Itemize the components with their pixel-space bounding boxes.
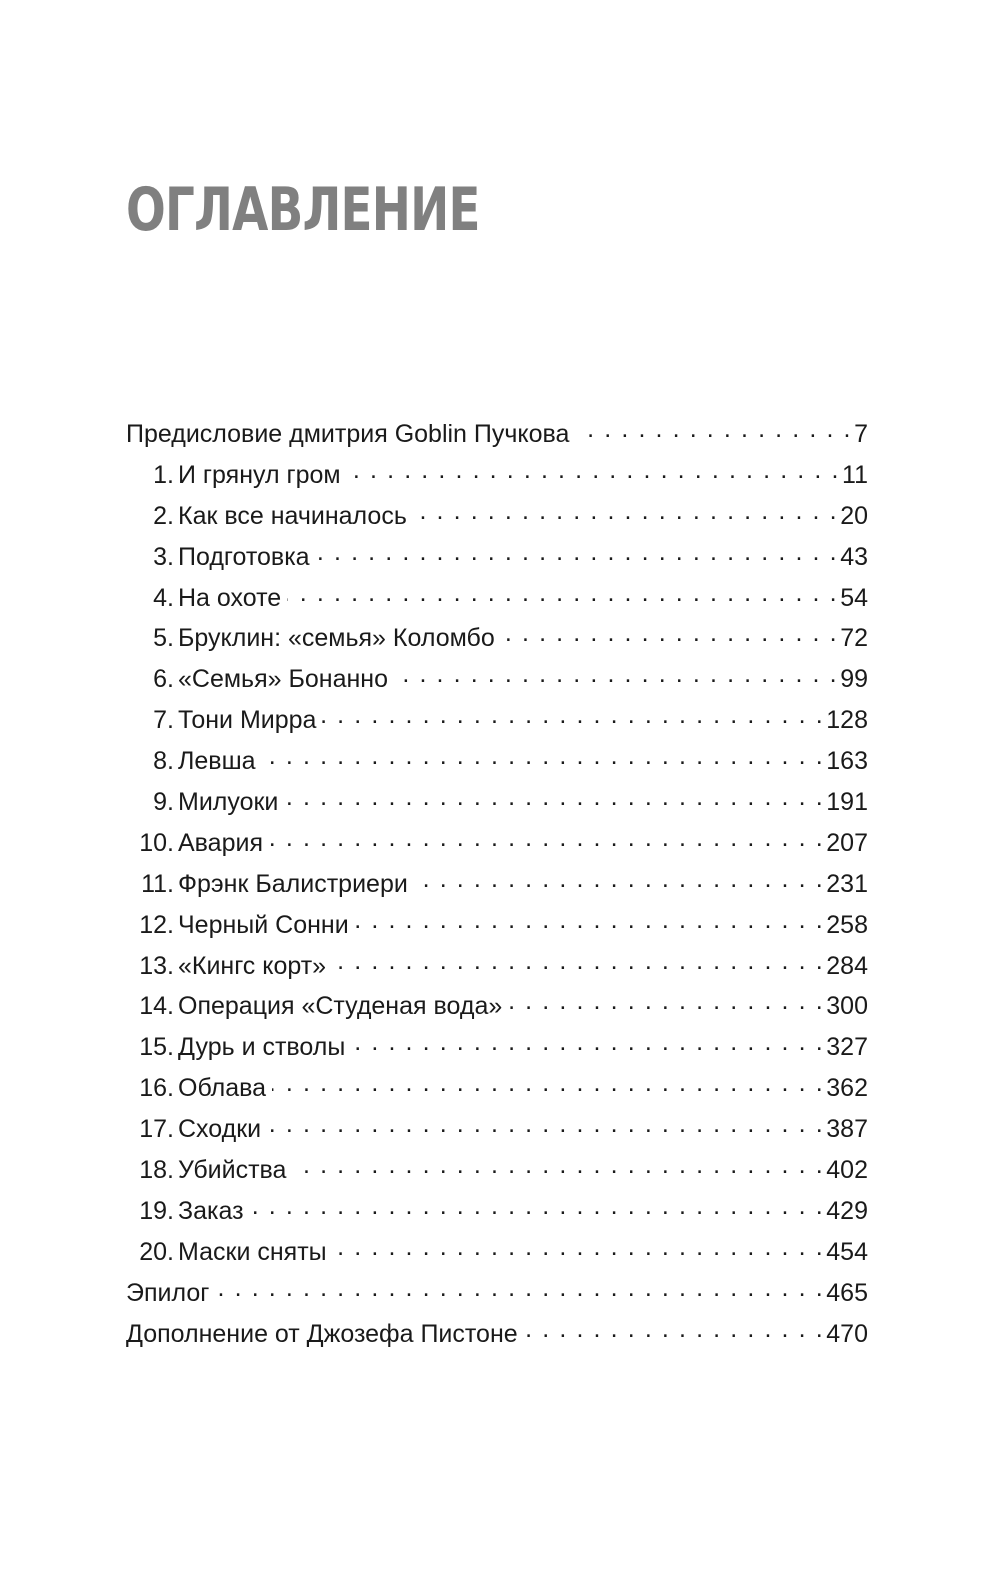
toc-leader-dots [287,586,838,606]
toc-entry-number: 15. [139,1033,174,1062]
toc-entry-number: 2. [153,501,174,530]
toc-entry-chapter-15 [126,1033,868,1074]
toc-entry-appendix [126,1320,868,1361]
toc-entry-title: Заказ [178,1196,244,1225]
toc-entry-title: Милуоки [178,788,279,817]
toc-entry-page: 258 [826,910,868,939]
toc-entry-number: 4. [153,583,174,612]
toc-leader-dots [524,1322,825,1342]
toc-leader-dots [262,749,825,769]
toc-entry-number: 7. [153,706,174,735]
toc-leader-dots [250,1199,825,1219]
toc-entry-page: 191 [826,788,868,817]
toc-entry-chapter-17 [126,1115,868,1156]
toc-leader-dots [351,1035,824,1055]
toc-entry-chapter-6 [126,665,868,706]
toc-entry-page: 327 [826,1033,868,1062]
toc-entry-page: 387 [826,1115,868,1144]
toc-entry-chapter-14 [126,992,868,1033]
toc-entry-chapter-18 [126,1156,868,1197]
toc-entry-title: «Кингс корт» [178,951,327,980]
toc-entry-chapter-8 [126,747,868,788]
toc-leader-dots [501,626,838,646]
toc-entry-chapter-10 [126,829,868,870]
toc-entry-number: 12. [139,910,174,939]
toc-leader-dots [292,1158,824,1178]
toc-entry-chapter-11 [126,870,868,911]
toc-entry-page: 300 [826,992,868,1021]
toc-entry-title: Дурь и стволы [178,1033,346,1062]
toc-entry-title: Облава [178,1074,267,1103]
table-of-contents [126,420,868,1360]
toc-entry-page: 454 [826,1237,868,1266]
toc-entry-chapter-5 [126,624,868,665]
toc-entry-title: Операция «Студеная вода» [178,992,503,1021]
toc-entry-number: 20. [139,1237,174,1266]
toc-entry-number: 18. [139,1156,174,1185]
toc-entry-chapter-13 [126,952,868,993]
toc-leader-dots [316,545,839,565]
toc-entry-title: Левша [178,747,256,776]
toc-entry-number: 19. [139,1196,174,1225]
toc-leader-dots [215,1281,824,1301]
toc-entry-title: Черный Сонни [178,910,349,939]
toc-leader-dots [355,913,825,933]
toc-entry-number: 8. [153,747,174,776]
toc-entry-number: 17. [139,1115,174,1144]
toc-entry-title: Маски сняты [178,1237,327,1266]
toc-entry-title: Бруклин: «семья» Коломбо [178,624,495,653]
toc-entry-chapter-2 [126,502,868,543]
toc-entry-page: 465 [826,1278,868,1307]
toc-leader-dots [394,667,838,687]
toc-leader-dots [575,422,852,442]
toc-entry-chapter-3 [126,543,868,584]
toc-entry-page: 402 [826,1156,868,1185]
toc-entry-page: 99 [840,665,868,694]
toc-entry-number: 14. [139,992,174,1021]
toc-leader-dots [332,954,824,974]
toc-leader-dots [414,872,824,892]
toc-entry-number: 1. [153,460,174,489]
toc-entry-chapter-19 [126,1197,868,1238]
toc-entry-number: 5. [153,624,174,653]
page-title: ОГЛАВЛЕНИЕ [126,175,480,245]
toc-entry-chapter-9 [126,788,868,829]
toc-entry-number: 6. [153,665,174,694]
toc-entry-title: Авария [178,828,263,857]
toc-entry-title: Эпилог [126,1278,210,1307]
toc-entry-preface [126,420,868,461]
toc-entry-number: 9. [153,788,174,817]
toc-entry-title: Дополнение от Джозефа Пистоне [126,1319,518,1348]
toc-entry-title: Тони Мирра [178,706,317,735]
toc-entry-title: Предисловие дмитрия Goblin Пучкова [126,420,570,448]
toc-entry-chapter-4 [126,584,868,625]
toc-leader-dots [272,1076,824,1096]
toc-entry-page: 7 [854,420,868,448]
toc-entry-title: Подготовка [178,542,310,571]
toc-entry-chapter-7 [126,706,868,747]
toc-entry-page: 54 [840,583,868,612]
toc-entry-title: «Семья» Бонанно [178,665,388,694]
toc-entry-page: 72 [840,624,868,653]
toc-entry-title: Сходки [178,1115,262,1144]
toc-leader-dots [322,708,824,728]
toc-entry-chapter-12 [126,911,868,952]
toc-leader-dots [347,463,840,483]
toc-entry-title: На охоте [178,583,282,612]
toc-entry-page: 429 [826,1196,868,1225]
toc-entry-title: Фрэнк Балистриери [178,869,408,898]
toc-entry-chapter-20 [126,1238,868,1279]
toc-leader-dots [508,994,824,1014]
toc-entry-page: 43 [840,542,868,571]
toc-entry-number: 11. [141,869,174,898]
toc-leader-dots [269,831,824,851]
toc-leader-dots [413,504,838,524]
toc-leader-dots [267,1117,824,1137]
toc-entry-page: 163 [826,747,868,776]
toc-entry-page: 231 [826,869,868,898]
toc-entry-chapter-16 [126,1074,868,1115]
toc-entry-chapter-1 [126,461,868,502]
toc-entry-title: Убийства [178,1156,287,1185]
toc-entry-title: Как все начиналось [178,501,407,530]
toc-entry-number: 3. [153,542,174,571]
toc-leader-dots [333,1240,825,1260]
toc-leader-dots [284,790,824,810]
toc-entry-page: 284 [826,951,868,980]
toc-entry-page: 11 [842,460,868,489]
toc-entry-page: 20 [840,501,868,530]
toc-entry-page: 470 [826,1319,868,1348]
toc-entry-number: 10. [139,828,174,857]
toc-entry-page: 207 [826,828,868,857]
toc-entry-page: 362 [826,1074,868,1103]
toc-entry-page: 128 [826,706,868,735]
toc-entry-number: 16. [139,1074,174,1103]
toc-entry-title: И грянул гром [178,460,341,489]
toc-entry-epilogue [126,1279,868,1320]
toc-entry-number: 13. [139,951,174,980]
